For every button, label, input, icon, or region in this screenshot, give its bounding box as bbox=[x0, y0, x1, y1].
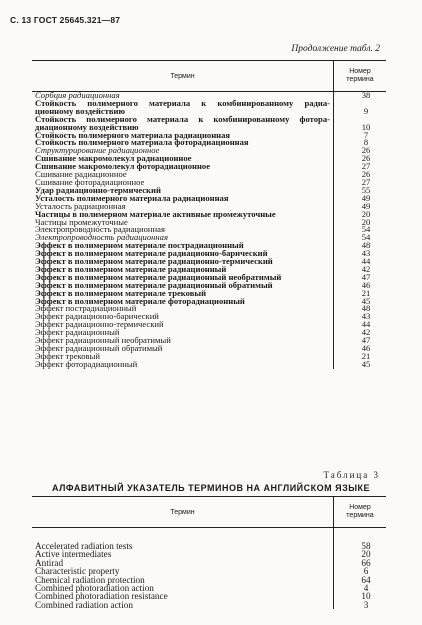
term-text: Chemical radiation protection bbox=[35, 574, 145, 585]
term-text: Сшивание фоторадиационное bbox=[35, 176, 145, 187]
term-number-cell: 42 bbox=[361, 327, 371, 338]
term-cell bbox=[32, 550, 334, 558]
table-row bbox=[32, 601, 386, 609]
term-text: Стойкость полимерного материала к комбинированному радиа- bbox=[35, 97, 330, 108]
term-cell bbox=[32, 358, 334, 369]
term-number-cell: 47 bbox=[361, 271, 371, 282]
term-number-cell: 38 bbox=[361, 90, 371, 100]
terms-index-table-russian bbox=[32, 60, 386, 369]
term-number-cell: 66 bbox=[361, 557, 371, 568]
table3-title: АЛФАВИТНЫЙ УКАЗАТЕЛЬ ТЕРМИНОВ НА АНГЛИЙСКОМ ЯЗЫКЕ bbox=[51, 483, 371, 493]
term-text: Усталость полимерного материала радиационная bbox=[35, 192, 229, 203]
term-number-cell: 21 bbox=[361, 287, 371, 298]
term-text: Электропроводность радиационная bbox=[35, 232, 168, 243]
term-text: Combined photoradiation resistance bbox=[35, 591, 168, 602]
term-text: Эффект в полимерном материале радиационно-барический bbox=[35, 248, 268, 259]
term-text: Стойкость полимерного материала к комбинированному фотора- bbox=[35, 113, 330, 124]
term-text: Antirad bbox=[35, 557, 64, 568]
term-number-cell: 46 bbox=[361, 343, 371, 353]
term-number-cell: 64 bbox=[361, 574, 371, 585]
term-text: Эффект в полимерном материале радиационно-термический bbox=[35, 256, 273, 267]
page-header: С. 13 ГОСТ 25645.321—87 bbox=[10, 15, 121, 25]
term-number-cell bbox=[334, 100, 387, 108]
term-number-cell: 8 bbox=[363, 137, 369, 148]
column-header-term: Термин bbox=[32, 497, 334, 528]
term-number-cell: 54 bbox=[361, 232, 371, 243]
term-text: Эффект пострадиационный bbox=[35, 303, 137, 314]
term-number-cell: 54 bbox=[361, 224, 371, 235]
term-number-cell: 45 bbox=[361, 295, 371, 306]
term-text: Частицы в полимерном материале активные промежуточные bbox=[35, 208, 276, 219]
term-text: Accelerated radiation tests bbox=[35, 541, 133, 551]
term-text: Эффект радиационно-термический bbox=[35, 319, 164, 330]
term-cell bbox=[32, 528, 334, 551]
term-number-cell: 55 bbox=[361, 184, 371, 195]
term-cell bbox=[32, 601, 334, 609]
term-text: Эффект радиационно-барический bbox=[35, 311, 159, 322]
term-text: Стойкость полимерного материала фоторадиационная bbox=[35, 137, 249, 148]
term-text: Электропроводность радиационная bbox=[35, 224, 165, 235]
term-number-cell: 21 bbox=[361, 350, 371, 361]
term-text: Частицы промежуточные bbox=[35, 216, 128, 227]
term-text: Эффект в полимерном материале фоторадиационный bbox=[35, 295, 245, 306]
term-text: Эффект в полимерном материале радиационный необратимый bbox=[35, 271, 282, 282]
term-number-cell: 20 bbox=[361, 216, 371, 227]
term-number-cell: 43 bbox=[361, 311, 371, 322]
term-number-cell: 42 bbox=[361, 263, 371, 274]
term-number-cell: 6 bbox=[363, 566, 369, 577]
term-number-cell bbox=[334, 116, 387, 124]
term-text: Characteristic property bbox=[35, 566, 120, 577]
term-number-cell: 49 bbox=[361, 200, 371, 211]
term-text: Сшивание макромолекул фоторадиационное bbox=[35, 161, 211, 172]
term-number-cell: 26 bbox=[361, 153, 371, 164]
table-row bbox=[32, 361, 386, 369]
term-text: Эффект радиационный необратимый bbox=[35, 335, 171, 346]
term-number-cell: 26 bbox=[361, 145, 371, 156]
term-text: диационному воздействию bbox=[35, 121, 139, 132]
term-text: Структурирование радиационное bbox=[35, 145, 160, 156]
table-row bbox=[32, 528, 386, 551]
table-row bbox=[32, 550, 386, 558]
term-number-cell: 45 bbox=[361, 358, 371, 369]
term-text: Эффект в полимерном материале трековый bbox=[35, 287, 207, 298]
term-text: Сшивание радиационное bbox=[35, 169, 127, 180]
term-text: Эффект радиационный bbox=[35, 327, 120, 338]
term-number-cell: 7 bbox=[363, 129, 369, 140]
column-header-number: Номер термина bbox=[334, 61, 387, 92]
term-text: Эффект фоторадиационный bbox=[35, 358, 138, 369]
term-number-cell: 27 bbox=[361, 176, 371, 187]
term-number-cell: 20 bbox=[361, 549, 371, 560]
term-text: Сшивание макромолекул радиационное bbox=[35, 153, 192, 164]
english-terms-body bbox=[32, 528, 386, 610]
term-text: Эффект в полимерном материале пострадиационный bbox=[35, 240, 244, 251]
column-header-term: Термин bbox=[32, 61, 334, 92]
column-header-number: Номер термина bbox=[334, 497, 387, 528]
term-text: Эффект в полимерном материале радиационный обратимый bbox=[35, 279, 273, 290]
term-text: Стойкость полимерного материала радиационная bbox=[35, 129, 231, 140]
term-number-cell: 9 bbox=[363, 105, 369, 116]
term-number-cell: 58 bbox=[361, 541, 371, 551]
term-number-cell: 48 bbox=[361, 240, 371, 251]
term-number-cell: 27 bbox=[361, 161, 371, 172]
term-number-cell: 43 bbox=[361, 248, 371, 259]
term-text: Эффект радиационный обратимый bbox=[35, 343, 163, 353]
table-continuation-label: Продолжение табл. 2 bbox=[291, 44, 380, 54]
term-number-cell: 4 bbox=[363, 583, 369, 594]
term-text: Усталость радиационная bbox=[35, 200, 126, 211]
term-number-cell: 3 bbox=[363, 599, 369, 610]
term-number-cell: 10 bbox=[361, 121, 371, 132]
term-text: Combined photoradiation action bbox=[35, 583, 154, 594]
term-number-cell: 44 bbox=[361, 319, 371, 330]
term-number-cell: 46 bbox=[361, 279, 371, 290]
term-number-cell: 48 bbox=[361, 303, 371, 314]
term-text: Combined radiation action bbox=[35, 599, 133, 610]
term-text: Удар радиационно-термический bbox=[35, 184, 161, 195]
term-number-cell: 20 bbox=[361, 208, 371, 219]
term-number-cell: 26 bbox=[361, 169, 371, 180]
term-number-cell: 47 bbox=[361, 335, 371, 346]
term-text: Active intermediates bbox=[35, 549, 112, 560]
terms-index-body bbox=[32, 92, 386, 369]
term-text: Эффект в полимерном материале радиационный bbox=[35, 263, 227, 274]
table3-label: Таблица 3 bbox=[323, 470, 380, 480]
terms-index-table-english bbox=[32, 496, 386, 609]
term-number-cell: 44 bbox=[361, 256, 371, 267]
term-number-cell: 49 bbox=[361, 192, 371, 203]
term-text: Эффект трековый bbox=[35, 350, 100, 361]
term-number-cell: 10 bbox=[361, 591, 371, 602]
term-text: Сорбция радиационная bbox=[35, 90, 120, 100]
term-text: ционному воздействию bbox=[35, 105, 126, 116]
